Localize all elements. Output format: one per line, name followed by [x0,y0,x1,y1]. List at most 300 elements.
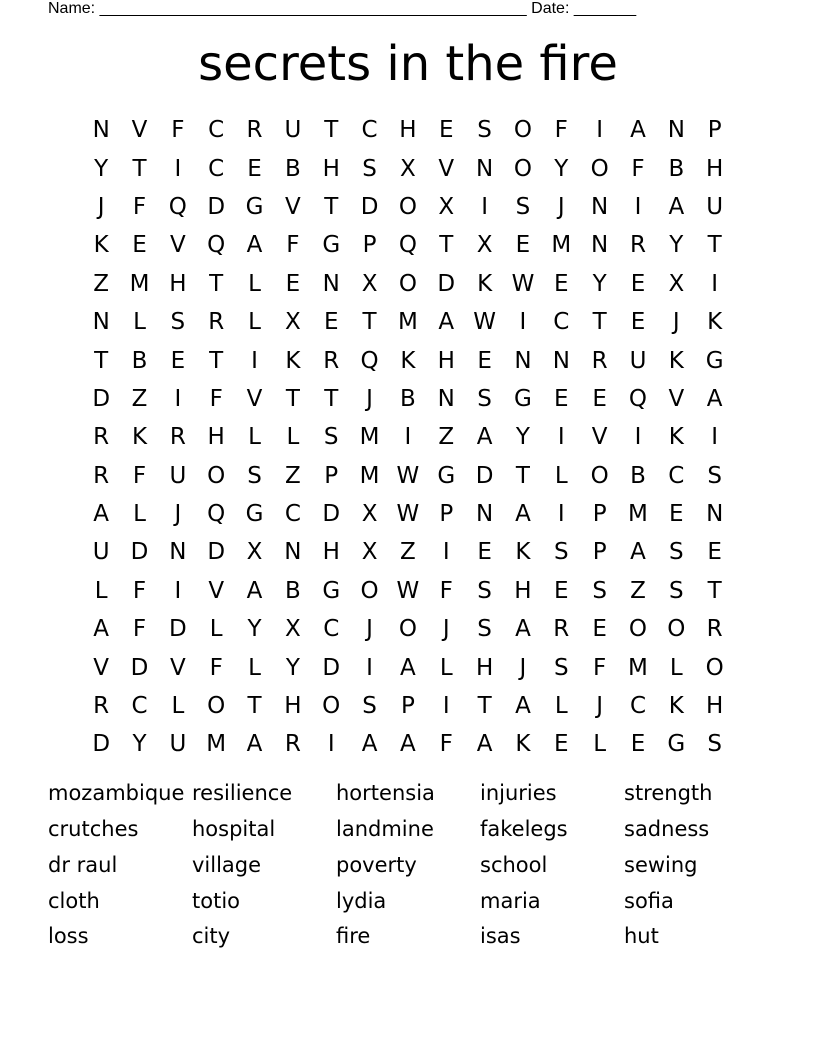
grid-letter: E [170,347,186,374]
grid-letter: E [438,117,454,144]
grid-row [82,341,734,379]
grid-letter: L [593,731,607,758]
grid-letter: N [92,117,110,144]
grid-letter: S [669,539,684,566]
grid-letter: S [477,577,492,604]
grid-letter: B [668,155,685,182]
grid-letter: E [669,501,684,528]
grid-letter: S [247,462,262,489]
grid-letter: P [400,693,415,720]
grid-letter: M [628,654,648,681]
word-bank-item: poverty [336,852,417,877]
grid-letter: O [398,616,417,643]
grid-letter: V [208,577,225,604]
grid-letter: N [514,347,532,374]
grid-letter: A [668,193,685,220]
grid-letter: I [481,193,488,220]
grid-letter: L [286,424,300,451]
word-bank-item: city [192,924,231,949]
grid-letter: S [323,424,339,451]
word-bank-item: fire [336,924,371,949]
grid-letter: G [437,462,456,489]
grid-letter: E [477,347,492,374]
grid-letter: H [207,424,225,451]
grid-letter: Q [628,385,648,412]
letter-grid [82,111,734,764]
grid-letter: H [169,270,187,297]
grid-letter: M [397,309,418,336]
grid-letter: N [322,270,340,297]
grid-letter: E [707,539,722,566]
grid-letter: M [551,232,572,259]
grid-letter: K [400,347,416,374]
grid-letter: J [596,693,604,720]
grid-letter: S [669,577,684,604]
grid-letter: P [592,501,607,528]
grid-letter: U [629,347,647,374]
grid-letter: Y [285,654,300,681]
grid-letter: I [596,117,604,144]
grid-letter: T [247,693,262,720]
grid-letter: F [132,193,147,220]
grid-letter: F [593,654,607,681]
grid-letter: Q [360,347,379,374]
word-bank-item: resilience [192,781,293,806]
grid-letter: E [554,731,569,758]
grid-letter: Z [400,539,416,566]
grid-letter: K [668,693,684,720]
grid-letter: I [711,270,719,297]
word-bank-item: loss [48,924,89,949]
grid-letter: I [174,577,182,604]
grid-letter: K [515,539,531,566]
grid-letter: V [169,232,186,259]
grid-letter: N [169,539,187,566]
grid-letter: L [248,654,261,681]
grid-letter: T [324,193,339,220]
grid-letter: L [133,501,146,528]
grid-letter: S [170,309,186,336]
grid-letter: K [668,347,684,374]
grid-letter: A [438,309,455,336]
grid-letter: J [174,501,182,528]
grid-row [82,380,734,418]
grid-letter: T [132,155,147,182]
word-bank-item: sadness [624,817,710,842]
grid-letter: T [477,693,492,720]
grid-letter: N [437,385,455,412]
grid-letter: L [554,693,568,720]
grid-row [82,303,734,341]
grid-letter: B [131,347,148,374]
grid-letter: B [630,462,646,489]
grid-row [82,687,734,725]
grid-letter: K [477,270,493,297]
grid-letter: R [706,616,723,643]
grid-letter: R [93,462,110,489]
grid-letter: D [322,501,341,528]
grid-letter: A [246,577,263,604]
grid-letter: K [515,731,531,758]
grid-letter: O [207,462,226,489]
grid-letter: E [592,616,607,643]
grid-letter: U [169,731,187,758]
grid-letter: W [396,501,420,528]
page-title: secrets in the fire [198,36,618,92]
grid-letter: S [707,731,722,758]
grid-letter: V [285,193,301,220]
word-bank-item: school [480,852,548,877]
grid-letter: O [667,616,686,643]
grid-letter: K [285,347,301,374]
grid-letter: V [93,654,110,681]
grid-letter: R [208,309,225,336]
grid-letter: Z [630,577,646,604]
grid-letter: H [706,693,724,720]
grid-letter: V [591,424,608,451]
grid-letter: G [705,347,724,374]
grid-letter: B [285,577,301,604]
grid-letter: T [707,577,722,604]
grid-letter: L [248,424,261,451]
grid-letter: Z [285,462,301,489]
grid-letter: A [515,616,531,643]
grid-letter: S [553,654,569,681]
grid-letter: P [439,501,454,528]
grid-letter: R [553,616,570,643]
grid-letter: V [668,385,685,412]
grid-row [82,418,734,456]
grid-letter: I [251,347,258,374]
grid-letter: L [554,462,568,489]
word-bank-item: maria [480,888,541,913]
grid-letter: C [284,501,301,528]
grid-letter: F [209,385,223,412]
grid-letter: F [171,117,185,144]
grid-letter: X [476,232,493,259]
grid-letter: E [477,539,492,566]
grid-letter: A [515,693,531,720]
grid-letter: B [400,385,416,412]
grid-letter: D [207,539,226,566]
grid-letter: R [93,693,110,720]
grid-letter: O [590,155,609,182]
grid-row [82,226,734,264]
grid-letter: E [630,309,646,336]
grid-letter: K [668,424,684,451]
grid-letter: P [592,539,607,566]
grid-letter: S [553,539,569,566]
grid-letter: A [400,654,416,681]
word-bank-row [48,776,768,812]
grid-letter: I [557,424,565,451]
grid-letter: N [92,309,110,336]
grid-letter: D [130,654,149,681]
grid-letter: E [592,385,607,412]
word-bank-item: hut [624,924,659,949]
word-bank-item: hospital [192,817,276,842]
grid-letter: O [207,693,226,720]
word-bank-item: injuries [480,781,557,806]
grid-letter: N [284,539,302,566]
grid-letter: H [399,117,417,144]
grid-letter: A [630,117,646,144]
grid-letter: C [208,117,225,144]
grid-letter: S [477,385,492,412]
grid-letter: Z [131,385,148,412]
grid-letter: V [246,385,263,412]
grid-letter: E [554,385,569,412]
word-bank-item: village [192,852,262,877]
grid-letter: Y [132,731,147,758]
grid-letter: X [400,155,416,182]
grid-letter: O [705,654,724,681]
word-bank-item: totio [192,888,240,913]
grid-letter: Q [207,232,226,259]
grid-letter: S [515,193,531,220]
grid-letter: M [359,424,380,451]
grid-letter: N [591,232,609,259]
grid-letter: A [246,731,263,758]
name-date-line: Name: ________________________________________________ Date: _______ [48,0,637,17]
grid-letter: L [439,654,453,681]
grid-letter: U [284,117,302,144]
grid-letter: T [439,232,454,259]
grid-letter: V [438,155,455,182]
grid-row [82,725,734,763]
word-bank-row [48,883,768,919]
grid-letter: L [94,577,108,604]
grid-letter: H [322,539,340,566]
grid-letter: M [129,270,150,297]
grid-letter: N [552,347,570,374]
grid-letter: I [634,424,642,451]
grid-letter: C [208,155,225,182]
grid-letter: M [628,501,648,528]
grid-letter: O [322,693,341,720]
grid-letter: S [362,693,377,720]
grid-letter: U [169,462,187,489]
grid-letter: U [92,539,110,566]
grid-letter: X [246,539,263,566]
grid-letter: A [630,539,646,566]
grid-letter: C [629,693,647,720]
grid-letter: D [475,462,494,489]
grid-letter: E [285,270,301,297]
grid-letter: F [439,577,453,604]
grid-letter: T [324,117,339,144]
grid-letter: C [668,462,685,489]
word-bank-item: mozambique [48,781,185,806]
grid-letter: N [591,193,609,220]
grid-letter: R [93,424,110,451]
grid-letter: A [706,385,723,412]
word-bank-row [48,812,768,848]
grid-letter: A [246,232,263,259]
grid-letter: F [132,462,147,489]
grid-letter: H [284,693,302,720]
grid-letter: O [513,117,532,144]
grid-row [82,495,734,533]
grid-letter: A [93,616,110,643]
word-bank-item: isas [480,924,521,949]
grid-letter: I [366,654,373,681]
word-bank-item: crutches [48,817,139,842]
grid-letter: Y [247,616,262,643]
grid-letter: F [132,616,147,643]
grid-letter: J [366,616,373,643]
grid-letter: T [285,385,300,412]
grid-letter: I [442,693,450,720]
grid-letter: N [706,501,724,528]
grid-letter: E [554,577,569,604]
grid-letter: Y [515,424,530,451]
grid-letter: W [473,309,496,336]
grid-letter: Y [554,155,569,182]
grid-letter: H [437,347,455,374]
grid-letter: V [131,117,148,144]
grid-letter: F [132,577,147,604]
grid-letter: D [130,539,149,566]
grid-letter: X [668,270,685,297]
grid-letter: M [359,462,380,489]
grid-letter: I [404,424,412,451]
grid-letter: Y [94,155,109,182]
grid-letter: E [554,270,569,297]
grid-letter: F [631,155,645,182]
grid-letter: H [475,654,494,681]
grid-letter: X [438,193,455,220]
grid-letter: T [362,309,377,336]
grid-letter: J [557,193,565,220]
grid-letter: H [706,155,724,182]
word-bank-item: hortensia [336,781,435,806]
word-bank-item: fakelegs [480,817,568,842]
grid-letter: F [286,232,300,259]
grid-letter: O [628,616,648,643]
grid-letter: D [437,270,456,297]
grid-letter: A [361,731,378,758]
grid-letter: T [209,347,224,374]
grid-letter: V [169,654,186,681]
grid-letter: P [362,232,377,259]
grid-letter: G [322,577,341,604]
grid-letter: A [515,501,531,528]
word-bank-item: landmine [336,817,434,842]
grid-letter: E [630,270,646,297]
grid-row [82,457,734,495]
grid-row [82,533,734,571]
grid-letter: E [515,232,531,259]
grid-letter: D [92,731,111,758]
grid-letter: C [553,309,570,336]
grid-letter: G [514,385,532,412]
grid-letter: K [131,424,148,451]
grid-letter: J [672,309,680,336]
grid-letter: A [400,731,416,758]
grid-letter: W [396,462,420,489]
grid-letter: S [592,577,607,604]
grid-letter: K [93,232,109,259]
grid-letter: Z [93,270,110,297]
grid-letter: I [442,539,450,566]
grid-letter: E [247,155,262,182]
grid-letter: L [209,616,223,643]
grid-letter: Y [592,270,607,297]
grid-letter: D [207,193,226,220]
grid-letter: U [706,193,724,220]
grid-letter: C [323,616,340,643]
grid-letter: Y [669,232,684,259]
grid-letter: R [591,347,608,374]
grid-letter: T [515,462,530,489]
grid-letter: F [554,117,568,144]
grid-letter: C [361,117,378,144]
grid-letter: N [476,155,494,182]
grid-letter: S [477,616,492,643]
grid-letter: R [323,347,340,374]
grid-letter: R [169,424,186,451]
grid-letter: O [398,270,417,297]
grid-letter: C [131,693,148,720]
word-bank-item: dr raul [48,852,118,877]
grid-letter: Q [168,193,187,220]
word-bank-row [48,919,768,955]
grid-row [82,149,734,187]
grid-letter: E [323,309,339,336]
grid-letter: L [133,309,146,336]
grid-letter: R [246,117,263,144]
grid-letter: G [322,232,341,259]
grid-letter: I [174,385,182,412]
grid-letter: O [590,462,609,489]
grid-letter: O [513,155,532,182]
grid-row [82,572,734,610]
grid-letter: I [557,501,565,528]
grid-letter: J [442,616,450,643]
grid-letter: I [519,309,527,336]
grid-letter: I [711,424,719,451]
grid-letter: G [667,731,686,758]
grid-letter: M [206,731,227,758]
grid-letter: D [360,193,379,220]
grid-letter: J [519,654,527,681]
grid-letter: N [667,117,685,144]
grid-letter: X [361,539,378,566]
grid-letter: X [361,270,378,297]
grid-letter: A [476,424,493,451]
grid-letter: J [97,193,105,220]
grid-letter: Z [438,424,455,451]
word-bank [48,776,768,955]
grid-letter: L [171,693,185,720]
grid-letter: E [132,232,147,259]
grid-row [82,188,734,226]
grid-row [82,111,734,149]
grid-letter: T [209,270,224,297]
grid-letter: X [285,309,301,336]
grid-letter: L [248,270,261,297]
grid-letter: D [169,616,187,643]
grid-letter: W [396,577,420,604]
word-bank-item: sofia [624,888,674,913]
grid-letter: G [245,193,264,220]
grid-letter: W [511,270,535,297]
grid-letter: I [174,155,182,182]
word-bank-row [48,848,768,884]
word-bank-item: sewing [624,852,698,877]
word-bank-item: cloth [48,888,100,913]
